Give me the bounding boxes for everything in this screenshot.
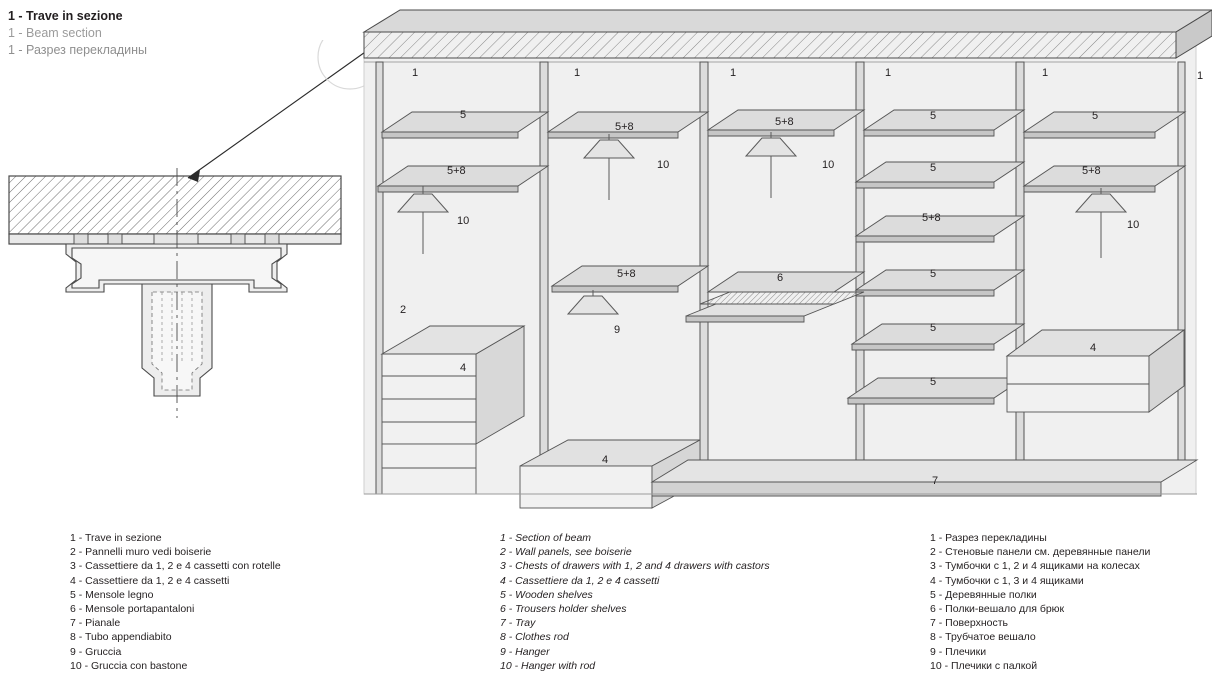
legend-italian-item: 2 - Pannelli muro vedi boiserie <box>70 546 212 559</box>
legend-italian-item: 6 - Mensole portapantaloni <box>70 603 195 616</box>
legend-english-item: 2 - Wall panels, see boiserie <box>500 546 632 559</box>
callout-label: 9 <box>614 324 621 336</box>
callout-label: 2 <box>400 304 407 316</box>
callout-leader-arrow <box>150 40 380 190</box>
callout-label: 5+8 <box>1082 165 1101 177</box>
callout-label: 5 <box>930 376 937 388</box>
legend-italian-item: 10 - Gruccia con bastone <box>70 659 188 672</box>
legend-italian-item: 7 - Pianale <box>70 617 121 630</box>
callout-label: 5 <box>930 268 937 280</box>
wardrobe-svg <box>352 4 1212 524</box>
legend-russian-item: 7 - Поверхность <box>930 617 1008 630</box>
callout-label: 5 <box>460 109 467 121</box>
legend-english-item: 7 - Tray <box>500 617 536 630</box>
callout-label: 10 <box>457 215 470 227</box>
legend-russian-item: 10 - Плечики с палкой <box>930 659 1038 672</box>
callout-label: 5+8 <box>617 268 636 280</box>
legend-english-item: 5 - Wooden shelves <box>500 588 593 601</box>
callout-label: 5+8 <box>615 121 634 133</box>
legend-english-item: 1 - Section of beam <box>500 532 592 544</box>
callout-label: 1 <box>1042 67 1049 79</box>
title-russian: 1 - Разрез перекладины <box>8 42 148 57</box>
callout-label: 1 <box>412 67 419 79</box>
beam-section-svg <box>4 168 349 423</box>
legend-english-item: 6 - Trousers holder shelves <box>500 603 627 616</box>
legend-italian <box>70 531 400 673</box>
ceiling-beam <box>364 10 1212 62</box>
callout-label: 5 <box>1092 110 1099 122</box>
title-english: 1 - Beam section <box>8 25 102 40</box>
callout-label: 4 <box>460 362 467 374</box>
legend-italian-item: 1 - Trave in sezione <box>70 532 162 544</box>
callout-label: 1 <box>885 67 892 79</box>
bottom-tray <box>652 460 1197 496</box>
callout-label: 7 <box>932 475 939 487</box>
legend-italian-item: 8 - Tubo appendiabito <box>70 631 172 644</box>
callout-label: 10 <box>657 159 670 171</box>
legend-russian-item: 3 - Тумбочки с 1, 2 и 4 ящиками на колесах <box>930 560 1140 573</box>
legend-italian-item: 9 - Gruccia <box>70 645 122 658</box>
legend-russian <box>930 531 1227 673</box>
legend-english <box>500 531 840 673</box>
callout-label: 5+8 <box>775 116 794 128</box>
legend-russian-item: 2 - Стеновые панели см. деревянные панели <box>930 546 1151 559</box>
callout-label: 5+8 <box>922 212 941 224</box>
legend-russian-item: 4 - Тумбочки с 1, 3 и 4 ящиками <box>930 574 1084 587</box>
legend-italian-item: 5 - Mensole legno <box>70 588 154 601</box>
callout-label: 1 <box>730 67 737 79</box>
legend-italian-item: 4 - Cassettiere da 1, 2 e 4 cassetti <box>70 574 230 587</box>
callout-label: 5 <box>930 162 937 174</box>
callout-label: 1 <box>574 67 581 79</box>
callout-label: 6 <box>777 272 784 284</box>
title-italian: 1 - Trave in sezione <box>8 9 123 23</box>
legend-english-item: 9 - Hanger <box>500 645 550 658</box>
legend-english-item: 4 - Cassettiere da 1, 2 e 4 cassetti <box>500 574 660 587</box>
legend-english-item: 8 - Clothes rod <box>500 631 569 644</box>
legend-russian-item: 8 - Трубчатое вешало <box>930 631 1036 644</box>
callout-label: 5 <box>930 110 937 122</box>
legend-english-item: 3 - Chests of drawers with 1, 2 and 4 drawers with castors <box>500 560 770 573</box>
legend-english-item: 10 - Hanger with rod <box>500 659 596 672</box>
callout-label: 4 <box>1090 342 1097 354</box>
legend-russian-item: 1 - Разрез перекладины <box>930 532 1047 544</box>
callout-label: 10 <box>822 159 835 171</box>
callout-label: 1 <box>1197 70 1204 82</box>
beam-section-detail <box>4 168 349 423</box>
legend-russian-item: 9 - Плечики <box>930 645 987 658</box>
callout-label: 10 <box>1127 219 1140 231</box>
wardrobe-isometric-drawing <box>352 4 1212 524</box>
callout-label: 4 <box>602 454 609 466</box>
callout-label: 5+8 <box>447 165 466 177</box>
legend-russian-item: 5 - Деревянные полки <box>930 588 1037 601</box>
legend-russian-item: 6 - Полки-вешало для брюк <box>930 603 1065 616</box>
callout-label: 5 <box>930 322 937 334</box>
legend-italian-item: 3 - Cassettiere da 1, 2 e 4 cassetti con rotelle <box>70 560 281 573</box>
